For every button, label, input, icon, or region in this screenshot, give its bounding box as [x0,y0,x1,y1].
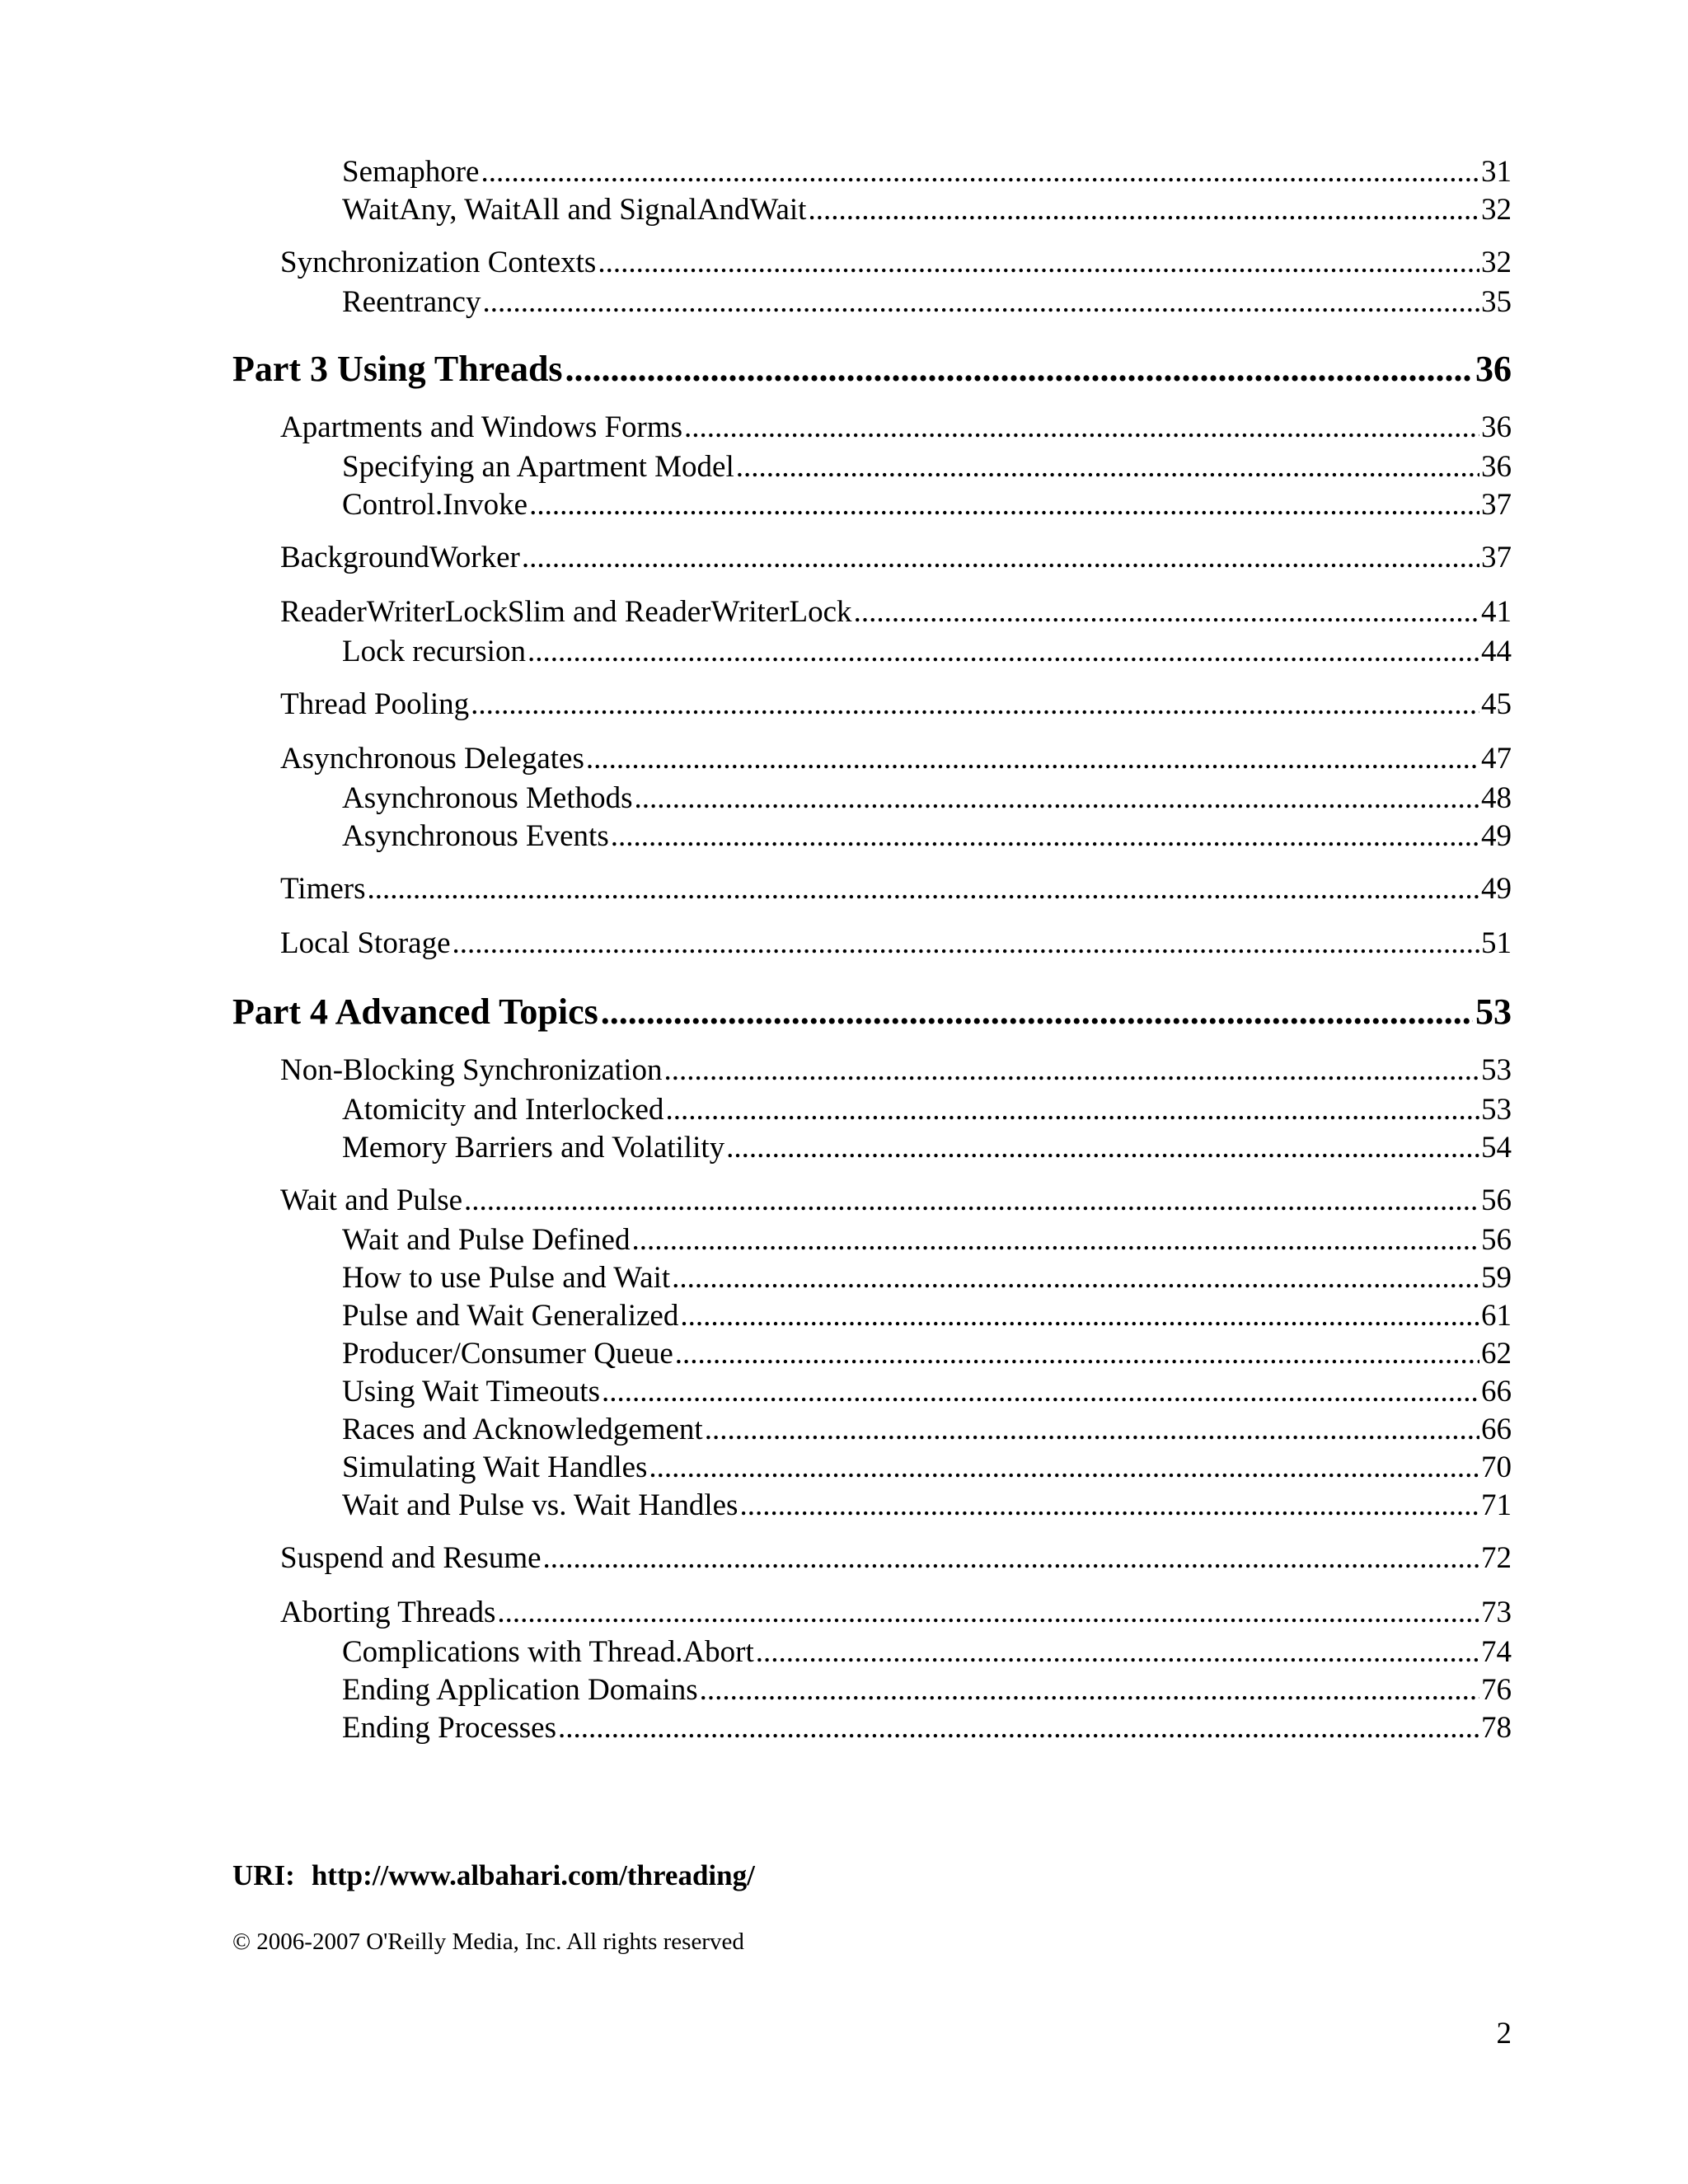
toc-entry-page: 53 [1481,1093,1512,1127]
toc-entry-title: How to use Pulse and Wait [342,1261,671,1295]
dot-leader [684,407,1479,448]
toc-subsection-entry[interactable] [232,284,1512,321]
dot-leader [368,869,1479,910]
page-number: 2 [1496,2017,1512,2050]
toc-entry-page: 71 [1481,1488,1512,1522]
toc-section-entry[interactable] [232,242,1512,284]
toc-entry-title: Part 3 Using Threads [232,349,563,389]
toc-entry-page: 66 [1481,1375,1512,1408]
dot-leader [602,1373,1479,1411]
toc-entry-page: 47 [1481,742,1512,776]
toc-section-entry[interactable] [232,407,1512,448]
toc-entry-page: 41 [1481,595,1512,629]
toc-entry-title: WaitAny, WaitAll and SignalAndWait [342,193,807,227]
dot-leader [756,1633,1479,1671]
dot-leader [598,242,1479,284]
toc-entry-title: Part 4 Advanced Topics [232,991,598,1032]
toc-subsection-entry[interactable] [232,1221,1512,1259]
toc-entry-title: Semaphore [342,155,480,189]
toc-subsection-entry[interactable] [232,780,1512,818]
dot-leader [726,1129,1479,1167]
uri-line [232,1859,755,1892]
dot-leader [529,486,1479,524]
toc-subsection-entry[interactable] [232,1129,1512,1167]
toc-entry-title: Asynchronous Delegates [280,742,584,776]
dot-leader [680,1297,1479,1335]
toc-subsection-entry[interactable] [232,1335,1512,1373]
toc-entry-page: 70 [1481,1451,1512,1484]
dot-leader [854,592,1479,633]
toc-entry-page: 37 [1481,541,1512,574]
toc-subsection-entry[interactable] [232,1633,1512,1671]
toc-entry-title: Using Wait Timeouts [342,1375,600,1408]
toc-entry-title: Complications with Thread.Abort [342,1635,754,1669]
toc-entry-page: 56 [1481,1183,1512,1217]
toc-entry-page: 36 [1481,410,1512,444]
dot-leader [635,780,1479,818]
toc-entry-title: Timers [280,872,366,906]
toc-section-entry[interactable] [232,738,1512,780]
uri-label: URI: [232,1859,295,1891]
toc-entry-title: Thread Pooling [280,687,470,721]
toc-entry-title: Non-Blocking Synchronization [280,1053,663,1087]
toc-entry-page: 48 [1481,781,1512,815]
toc-entry-title: BackgroundWorker [280,541,520,574]
toc-entry-page: 56 [1481,1223,1512,1257]
copyright-notice: © 2006-2007 O'Reilly Media, Inc. All rights reserved [232,1929,744,1955]
dot-leader [700,1671,1479,1709]
toc-entry-title: Atomicity and Interlocked [342,1093,664,1127]
toc-subsection-entry[interactable] [232,1709,1512,1747]
dot-leader [665,1091,1479,1129]
dot-leader [739,1487,1479,1525]
toc-entry-page: 72 [1481,1541,1512,1575]
dot-leader [528,633,1479,671]
toc-entry-title: Simulating Wait Handles [342,1451,648,1484]
dot-leader [565,344,1473,394]
uri-link[interactable]: http://www.albahari.com/threading/ [311,1859,755,1891]
toc-entry-title: Memory Barriers and Volatility [342,1131,725,1165]
toc-entry-title: Producer/Consumer Queue [342,1337,673,1371]
toc-entry-title: Apartments and Windows Forms [280,410,683,444]
toc-entry-page: 66 [1481,1413,1512,1446]
toc-subsection-entry[interactable] [232,153,1512,191]
toc-entry-page: 32 [1481,246,1512,279]
toc-subsection-entry[interactable] [232,191,1512,229]
toc-section-entry[interactable] [232,537,1512,579]
toc-entry-page: 35 [1481,285,1512,319]
toc-entry-title: Aborting Threads [280,1596,496,1629]
dot-leader [601,987,1473,1037]
dot-leader [464,1180,1479,1221]
dot-leader [705,1411,1479,1449]
dot-leader [611,818,1479,855]
toc-entry-page: 53 [1481,1053,1512,1087]
toc-entry-title: Wait and Pulse Defined [342,1223,631,1257]
toc-subsection-entry[interactable] [232,633,1512,671]
toc-section-entry[interactable] [232,923,1512,964]
toc-part-entry[interactable] [232,344,1512,394]
toc-entry-page: 49 [1481,872,1512,906]
toc-subsection-entry[interactable] [232,1449,1512,1487]
toc-entry-page: 53 [1475,991,1512,1032]
toc-entry-title: Synchronization Contexts [280,246,597,279]
toc-subsection-entry[interactable] [232,1091,1512,1129]
toc-entry-page: 59 [1481,1261,1512,1295]
dot-leader [543,1538,1479,1579]
toc-entry-title: Suspend and Resume [280,1541,542,1575]
toc-entry-title: Lock recursion [342,635,526,668]
toc-entry-title: Asynchronous Methods [342,781,633,815]
toc-subsection-entry[interactable] [232,1411,1512,1449]
toc-entry-title: Ending Processes [342,1711,556,1745]
toc-subsection-entry[interactable] [232,486,1512,524]
toc-part-entry[interactable] [232,987,1512,1037]
toc-entry-title: Pulse and Wait Generalized [342,1299,679,1333]
dot-leader [586,738,1479,780]
dot-leader [522,537,1479,579]
toc-entry-title: Reentrancy [342,285,481,319]
toc-entry-page: 36 [1475,349,1512,389]
toc-entry-title: ReaderWriterLockSlim and ReaderWriterLock [280,595,852,629]
toc-entry-title: Local Storage [280,926,451,960]
toc-entry-page: 31 [1481,155,1512,189]
toc-subsection-entry[interactable] [232,818,1512,855]
toc-entry-title: Wait and Pulse [280,1183,463,1217]
toc-entry-page: 51 [1481,926,1512,960]
dot-leader [736,448,1479,486]
toc-section-entry[interactable] [232,1592,1512,1633]
toc-entry-title: Races and Acknowledgement [342,1413,703,1446]
toc-entry-page: 44 [1481,635,1512,668]
toc-entry-page: 76 [1481,1673,1512,1707]
dot-leader [808,191,1479,229]
toc-entry-page: 73 [1481,1596,1512,1629]
toc-section-entry[interactable] [232,1050,1512,1091]
toc-entry-page: 49 [1481,819,1512,853]
dot-leader [471,684,1479,725]
toc-entry-title: Control.Invoke [342,488,528,522]
toc-entry-page: 74 [1481,1635,1512,1669]
toc-subsection-entry[interactable] [232,1671,1512,1709]
dot-leader [663,1050,1479,1091]
dot-leader [631,1221,1479,1259]
table-of-contents [232,153,1512,1747]
toc-entry-page: 61 [1481,1299,1512,1333]
toc-section-entry[interactable] [232,1180,1512,1221]
toc-entry-page: 32 [1481,193,1512,227]
dot-leader [675,1335,1479,1373]
toc-subsection-entry[interactable] [232,1259,1512,1297]
toc-entry-page: 36 [1481,450,1512,484]
dot-leader [482,284,1479,321]
dot-leader [481,153,1479,191]
toc-entry-page: 78 [1481,1711,1512,1745]
toc-section-entry[interactable] [232,592,1512,633]
dot-leader [672,1259,1479,1297]
dot-leader [558,1709,1479,1747]
toc-section-entry[interactable] [232,1538,1512,1579]
toc-entry-page: 62 [1481,1337,1512,1371]
toc-subsection-entry[interactable] [232,1487,1512,1525]
dot-leader [497,1592,1479,1633]
toc-entry-title: Ending Application Domains [342,1673,698,1707]
dot-leader [452,923,1480,964]
toc-entry-page: 37 [1481,488,1512,522]
toc-entry-page: 45 [1481,687,1512,721]
dot-leader [649,1449,1479,1487]
toc-section-entry[interactable] [232,684,1512,725]
toc-entry-title: Wait and Pulse vs. Wait Handles [342,1488,738,1522]
toc-entry-page: 54 [1481,1131,1512,1165]
toc-entry-title: Asynchronous Events [342,819,609,853]
toc-entry-title: Specifying an Apartment Model [342,450,734,484]
toc-subsection-entry[interactable] [232,1297,1512,1335]
toc-section-entry[interactable] [232,869,1512,910]
toc-subsection-entry[interactable] [232,448,1512,486]
toc-subsection-entry[interactable] [232,1373,1512,1411]
